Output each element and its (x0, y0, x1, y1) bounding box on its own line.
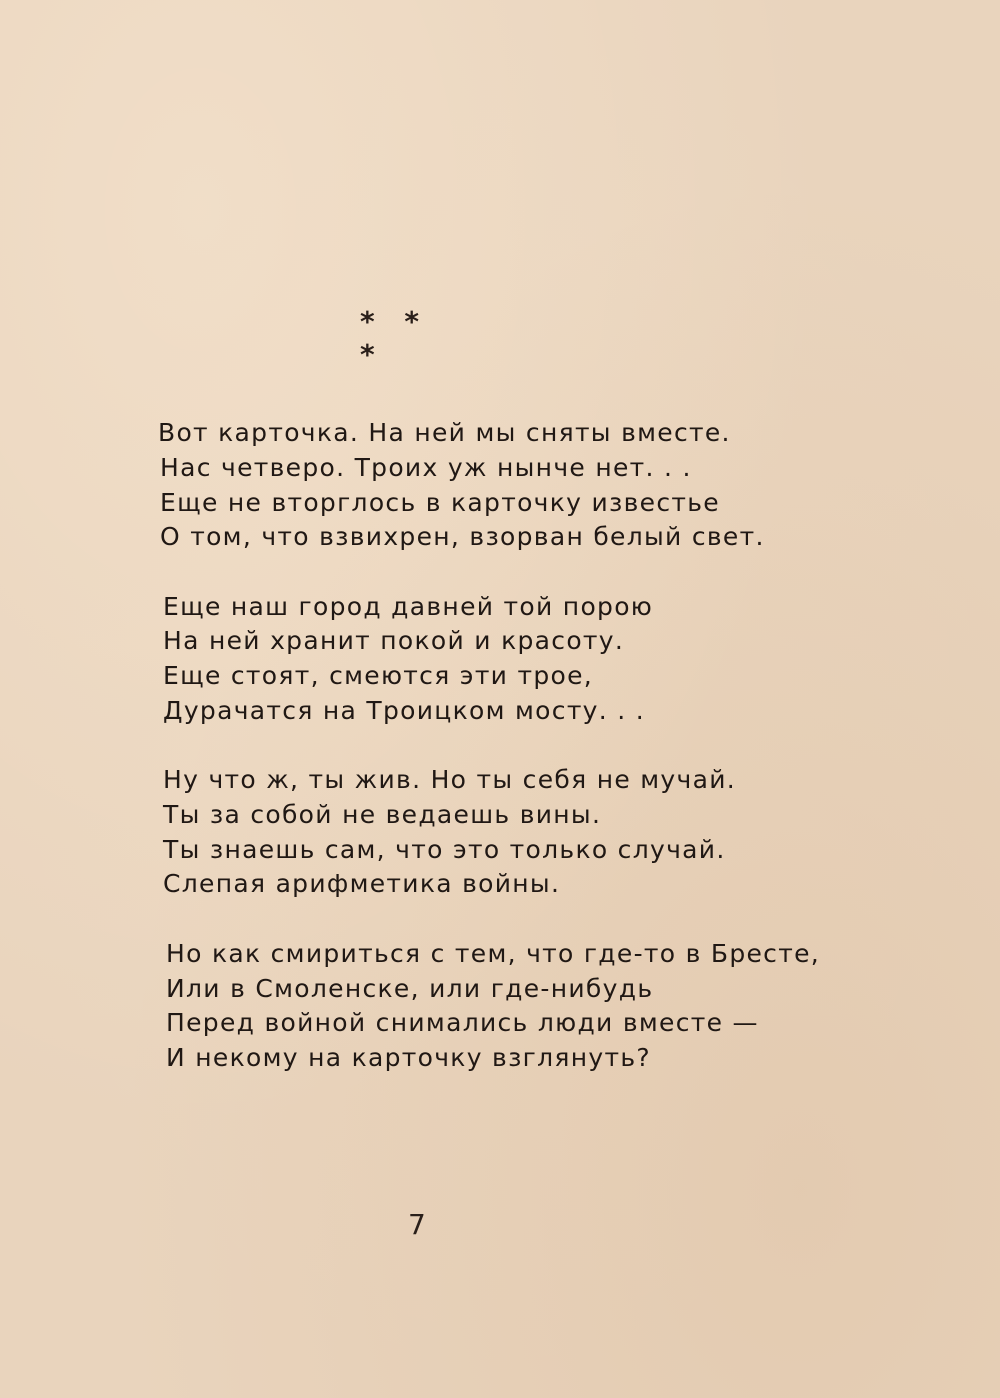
poem-line: Ты за собой не ведаешь вины. (163, 800, 602, 829)
poem-line: Ты знаешь сам, что это только случай. (163, 835, 726, 864)
poem-line: Или в Смоленске, или где-нибудь (166, 974, 654, 1003)
poem-line: Перед войной снимались люди вместе — (166, 1008, 759, 1037)
stanza-separator: * * * (360, 305, 430, 371)
poem-line: Ну что ж, ты жив. Но ты себя не мучай. (163, 765, 737, 794)
poem-line: О том, что взвихрен, взорван белый свет. (160, 522, 765, 551)
poem-line: Но как смириться с тем, что где-то в Бресте, (166, 939, 821, 968)
poem-line: Вот карточка. На ней мы сняты вместе. (158, 418, 731, 447)
poem-line: И некому на карточку взглянуть? (166, 1043, 651, 1072)
page-number: 7 (408, 1208, 426, 1241)
poem-line: Еще стоят, смеются эти трое, (163, 661, 594, 690)
poem-line: Еще не вторглось в карточку известье (160, 488, 720, 517)
poem-line: Нас четверо. Троих уж нынче нет. . . (160, 453, 692, 482)
poem-line: На ней хранит покой и красоту. (163, 626, 625, 655)
poem-line: Еще наш город давней той порою (163, 592, 654, 621)
poem-line: Слепая арифметика войны. (163, 869, 561, 898)
poem-line: Дурачатся на Троицком мосту. . . (163, 696, 646, 725)
